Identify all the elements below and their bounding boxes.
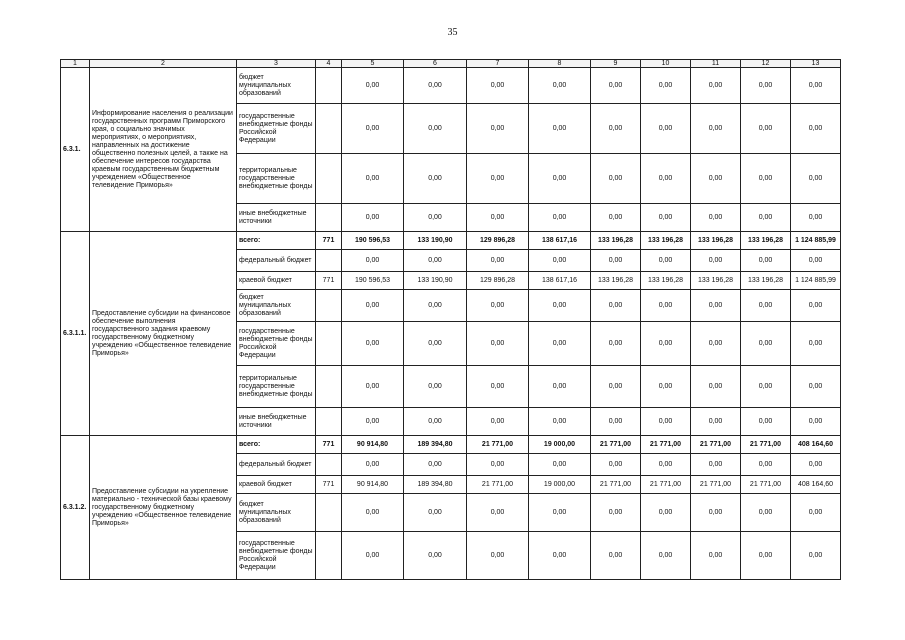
funding-source: всего: bbox=[237, 436, 316, 454]
value-cell: 0,00 bbox=[404, 204, 467, 232]
value-cell: 0,00 bbox=[791, 204, 841, 232]
value-cell: 133 196,28 bbox=[641, 272, 691, 290]
value-cell: 0,00 bbox=[529, 290, 591, 322]
funding-source: иные внебюджетные источники bbox=[237, 408, 316, 436]
value-cell: 0,00 bbox=[691, 204, 741, 232]
value-cell: 0,00 bbox=[691, 454, 741, 476]
header-cell: 11 bbox=[691, 60, 741, 68]
value-cell: 0,00 bbox=[342, 290, 404, 322]
value-cell: 0,00 bbox=[467, 532, 529, 580]
code-cell bbox=[316, 454, 342, 476]
value-cell: 0,00 bbox=[591, 494, 641, 532]
value-cell: 21 771,00 bbox=[641, 436, 691, 454]
value-cell: 21 771,00 bbox=[641, 476, 691, 494]
value-cell: 0,00 bbox=[791, 68, 841, 104]
value-cell: 0,00 bbox=[741, 250, 791, 272]
table-row bbox=[61, 436, 841, 454]
value-cell: 133 190,90 bbox=[404, 232, 467, 250]
value-cell: 0,00 bbox=[529, 322, 591, 366]
value-cell: 0,00 bbox=[591, 322, 641, 366]
value-cell: 0,00 bbox=[791, 322, 841, 366]
value-cell: 21 771,00 bbox=[741, 476, 791, 494]
value-cell: 190 596,53 bbox=[342, 232, 404, 250]
value-cell: 0,00 bbox=[529, 104, 591, 154]
value-cell: 0,00 bbox=[741, 204, 791, 232]
value-cell: 0,00 bbox=[691, 532, 741, 580]
value-cell: 1 124 885,99 bbox=[791, 272, 841, 290]
value-cell: 0,00 bbox=[529, 68, 591, 104]
code-cell bbox=[316, 204, 342, 232]
item-code: 6.3.1.1. bbox=[61, 232, 90, 436]
value-cell: 0,00 bbox=[342, 454, 404, 476]
value-cell: 0,00 bbox=[591, 68, 641, 104]
value-cell: 133 190,90 bbox=[404, 272, 467, 290]
value-cell: 129 896,28 bbox=[467, 232, 529, 250]
value-cell: 0,00 bbox=[591, 154, 641, 204]
funding-source: федеральный бюджет bbox=[237, 454, 316, 476]
item-description: Информирование населения о реализации государственных программ Приморского края, о социально значимых мероприятиях, о мероприятиях, направленных на достижение общественно полезных целей, а также на обеспечение интересов государства краевым государственным бюджетным учреждением «Общественное телевидение Приморья» bbox=[90, 68, 237, 232]
value-cell: 0,00 bbox=[641, 454, 691, 476]
value-cell: 21 771,00 bbox=[591, 436, 641, 454]
value-cell: 0,00 bbox=[791, 250, 841, 272]
code-cell bbox=[316, 366, 342, 408]
value-cell: 0,00 bbox=[741, 322, 791, 366]
header-cell: 1 bbox=[61, 60, 90, 68]
value-cell: 0,00 bbox=[529, 204, 591, 232]
value-cell: 0,00 bbox=[467, 204, 529, 232]
value-cell: 0,00 bbox=[467, 408, 529, 436]
value-cell: 0,00 bbox=[741, 68, 791, 104]
value-cell: 0,00 bbox=[741, 290, 791, 322]
header-cell: 12 bbox=[741, 60, 791, 68]
funding-source: территориальные государственные внебюджетные фонды bbox=[237, 366, 316, 408]
value-cell: 0,00 bbox=[404, 532, 467, 580]
header-cell: 4 bbox=[316, 60, 342, 68]
value-cell: 0,00 bbox=[641, 68, 691, 104]
header-row bbox=[61, 60, 841, 68]
item-code: 6.3.1.2. bbox=[61, 436, 90, 580]
value-cell: 0,00 bbox=[641, 322, 691, 366]
value-cell: 0,00 bbox=[467, 366, 529, 408]
value-cell: 0,00 bbox=[467, 454, 529, 476]
value-cell: 0,00 bbox=[404, 250, 467, 272]
value-cell: 21 771,00 bbox=[591, 476, 641, 494]
value-cell: 133 196,28 bbox=[691, 232, 741, 250]
value-cell: 0,00 bbox=[641, 366, 691, 408]
header-cell: 3 bbox=[237, 60, 316, 68]
value-cell: 0,00 bbox=[467, 68, 529, 104]
page-number: 35 bbox=[447, 27, 458, 38]
header-cell: 9 bbox=[591, 60, 641, 68]
value-cell: 0,00 bbox=[791, 366, 841, 408]
value-cell: 0,00 bbox=[691, 408, 741, 436]
code-cell bbox=[316, 532, 342, 580]
funding-source: государственные внебюджетные фонды Российской Федерации bbox=[237, 532, 316, 580]
funding-source: государственные внебюджетные фонды Российской Федерации bbox=[237, 322, 316, 366]
value-cell: 21 771,00 bbox=[467, 476, 529, 494]
value-cell: 133 196,28 bbox=[591, 232, 641, 250]
code-cell bbox=[316, 408, 342, 436]
value-cell: 408 164,60 bbox=[791, 476, 841, 494]
code-cell: 771 bbox=[316, 476, 342, 494]
header-cell: 6 bbox=[404, 60, 467, 68]
budget-table bbox=[60, 59, 841, 580]
value-cell: 138 617,16 bbox=[529, 272, 591, 290]
value-cell: 0,00 bbox=[467, 494, 529, 532]
value-cell: 0,00 bbox=[791, 408, 841, 436]
value-cell: 0,00 bbox=[529, 250, 591, 272]
value-cell: 0,00 bbox=[404, 68, 467, 104]
value-cell: 0,00 bbox=[342, 322, 404, 366]
value-cell: 0,00 bbox=[467, 290, 529, 322]
value-cell: 0,00 bbox=[342, 366, 404, 408]
header-cell: 5 bbox=[342, 60, 404, 68]
value-cell: 0,00 bbox=[529, 454, 591, 476]
value-cell: 0,00 bbox=[591, 290, 641, 322]
value-cell: 0,00 bbox=[691, 68, 741, 104]
value-cell: 0,00 bbox=[641, 494, 691, 532]
value-cell: 0,00 bbox=[404, 366, 467, 408]
value-cell: 0,00 bbox=[529, 366, 591, 408]
value-cell: 0,00 bbox=[467, 250, 529, 272]
value-cell: 0,00 bbox=[404, 290, 467, 322]
value-cell: 408 164,60 bbox=[791, 436, 841, 454]
value-cell: 0,00 bbox=[691, 322, 741, 366]
code-cell bbox=[316, 494, 342, 532]
funding-source: бюджет муниципальных образований bbox=[237, 68, 316, 104]
item-description: Предоставление субсидии на укрепление материально - технической базы краевому государственному бюджетному учреждению «Общественное телевидение Приморья» bbox=[90, 436, 237, 580]
code-cell bbox=[316, 154, 342, 204]
value-cell: 133 196,28 bbox=[591, 272, 641, 290]
value-cell: 0,00 bbox=[404, 322, 467, 366]
value-cell: 133 196,28 bbox=[691, 272, 741, 290]
value-cell: 0,00 bbox=[641, 408, 691, 436]
funding-source: краевой бюджет bbox=[237, 476, 316, 494]
header-cell: 10 bbox=[641, 60, 691, 68]
value-cell: 133 196,28 bbox=[641, 232, 691, 250]
value-cell: 133 196,28 bbox=[741, 272, 791, 290]
header-cell: 13 bbox=[791, 60, 841, 68]
header-cell: 8 bbox=[529, 60, 591, 68]
value-cell: 0,00 bbox=[529, 408, 591, 436]
value-cell: 19 000,00 bbox=[529, 476, 591, 494]
value-cell: 0,00 bbox=[791, 154, 841, 204]
value-cell: 0,00 bbox=[342, 68, 404, 104]
value-cell: 0,00 bbox=[342, 250, 404, 272]
value-cell: 0,00 bbox=[404, 154, 467, 204]
value-cell: 0,00 bbox=[404, 454, 467, 476]
value-cell: 19 000,00 bbox=[529, 436, 591, 454]
table-row bbox=[61, 232, 841, 250]
value-cell: 0,00 bbox=[342, 494, 404, 532]
value-cell: 0,00 bbox=[591, 454, 641, 476]
value-cell: 0,00 bbox=[342, 408, 404, 436]
item-code: 6.3.1. bbox=[61, 68, 90, 232]
value-cell: 0,00 bbox=[591, 250, 641, 272]
value-cell: 0,00 bbox=[641, 154, 691, 204]
value-cell: 0,00 bbox=[404, 104, 467, 154]
value-cell: 0,00 bbox=[342, 154, 404, 204]
value-cell: 0,00 bbox=[467, 104, 529, 154]
value-cell: 0,00 bbox=[791, 290, 841, 322]
value-cell: 190 596,53 bbox=[342, 272, 404, 290]
value-cell: 133 196,28 bbox=[741, 232, 791, 250]
code-cell: 771 bbox=[316, 232, 342, 250]
header-cell: 2 bbox=[90, 60, 237, 68]
funding-source: государственные внебюджетные фонды Российской Федерации bbox=[237, 104, 316, 154]
value-cell: 129 896,28 bbox=[467, 272, 529, 290]
value-cell: 0,00 bbox=[791, 104, 841, 154]
value-cell: 0,00 bbox=[591, 204, 641, 232]
code-cell bbox=[316, 68, 342, 104]
header-cell: 7 bbox=[467, 60, 529, 68]
value-cell: 0,00 bbox=[404, 408, 467, 436]
funding-source: федеральный бюджет bbox=[237, 250, 316, 272]
value-cell: 0,00 bbox=[791, 494, 841, 532]
value-cell: 0,00 bbox=[741, 532, 791, 580]
value-cell: 0,00 bbox=[591, 366, 641, 408]
value-cell: 138 617,16 bbox=[529, 232, 591, 250]
value-cell: 0,00 bbox=[691, 104, 741, 154]
value-cell: 0,00 bbox=[404, 494, 467, 532]
value-cell: 0,00 bbox=[641, 532, 691, 580]
funding-source: бюджет муниципальных образований bbox=[237, 494, 316, 532]
funding-source: бюджет муниципальных образований bbox=[237, 290, 316, 322]
value-cell: 0,00 bbox=[741, 494, 791, 532]
value-cell: 0,00 bbox=[741, 154, 791, 204]
value-cell: 0,00 bbox=[691, 250, 741, 272]
value-cell: 0,00 bbox=[691, 366, 741, 408]
code-cell bbox=[316, 104, 342, 154]
funding-source: иные внебюджетные источники bbox=[237, 204, 316, 232]
value-cell: 0,00 bbox=[467, 322, 529, 366]
table-row bbox=[61, 68, 841, 104]
value-cell: 21 771,00 bbox=[467, 436, 529, 454]
value-cell: 0,00 bbox=[591, 104, 641, 154]
value-cell: 0,00 bbox=[641, 204, 691, 232]
code-cell: 771 bbox=[316, 272, 342, 290]
code-cell bbox=[316, 290, 342, 322]
value-cell: 189 394,80 bbox=[404, 476, 467, 494]
value-cell: 0,00 bbox=[691, 290, 741, 322]
value-cell: 0,00 bbox=[529, 532, 591, 580]
funding-source: всего: bbox=[237, 232, 316, 250]
funding-source: территориальные государственные внебюджетные фонды bbox=[237, 154, 316, 204]
value-cell: 0,00 bbox=[741, 454, 791, 476]
item-description: Предоставление субсидии на финансовое обеспечение выполнения государственного задания краевому государственному бюджетному учреждению «Общественное телевидение Приморья» bbox=[90, 232, 237, 436]
value-cell: 21 771,00 bbox=[691, 476, 741, 494]
value-cell: 0,00 bbox=[342, 204, 404, 232]
value-cell: 0,00 bbox=[342, 104, 404, 154]
value-cell: 0,00 bbox=[529, 494, 591, 532]
value-cell: 0,00 bbox=[791, 454, 841, 476]
value-cell: 0,00 bbox=[741, 366, 791, 408]
value-cell: 0,00 bbox=[342, 532, 404, 580]
code-cell bbox=[316, 250, 342, 272]
code-cell: 771 bbox=[316, 436, 342, 454]
value-cell: 0,00 bbox=[641, 250, 691, 272]
value-cell: 0,00 bbox=[529, 154, 591, 204]
value-cell: 21 771,00 bbox=[691, 436, 741, 454]
value-cell: 1 124 885,99 bbox=[791, 232, 841, 250]
value-cell: 90 914,80 bbox=[342, 436, 404, 454]
funding-source: краевой бюджет bbox=[237, 272, 316, 290]
value-cell: 0,00 bbox=[641, 104, 691, 154]
code-cell bbox=[316, 322, 342, 366]
value-cell: 0,00 bbox=[591, 408, 641, 436]
value-cell: 0,00 bbox=[641, 290, 691, 322]
value-cell: 21 771,00 bbox=[741, 436, 791, 454]
value-cell: 90 914,80 bbox=[342, 476, 404, 494]
value-cell: 0,00 bbox=[591, 532, 641, 580]
value-cell: 0,00 bbox=[741, 408, 791, 436]
value-cell: 189 394,80 bbox=[404, 436, 467, 454]
value-cell: 0,00 bbox=[791, 532, 841, 580]
value-cell: 0,00 bbox=[467, 154, 529, 204]
value-cell: 0,00 bbox=[691, 154, 741, 204]
value-cell: 0,00 bbox=[741, 104, 791, 154]
value-cell: 0,00 bbox=[691, 494, 741, 532]
